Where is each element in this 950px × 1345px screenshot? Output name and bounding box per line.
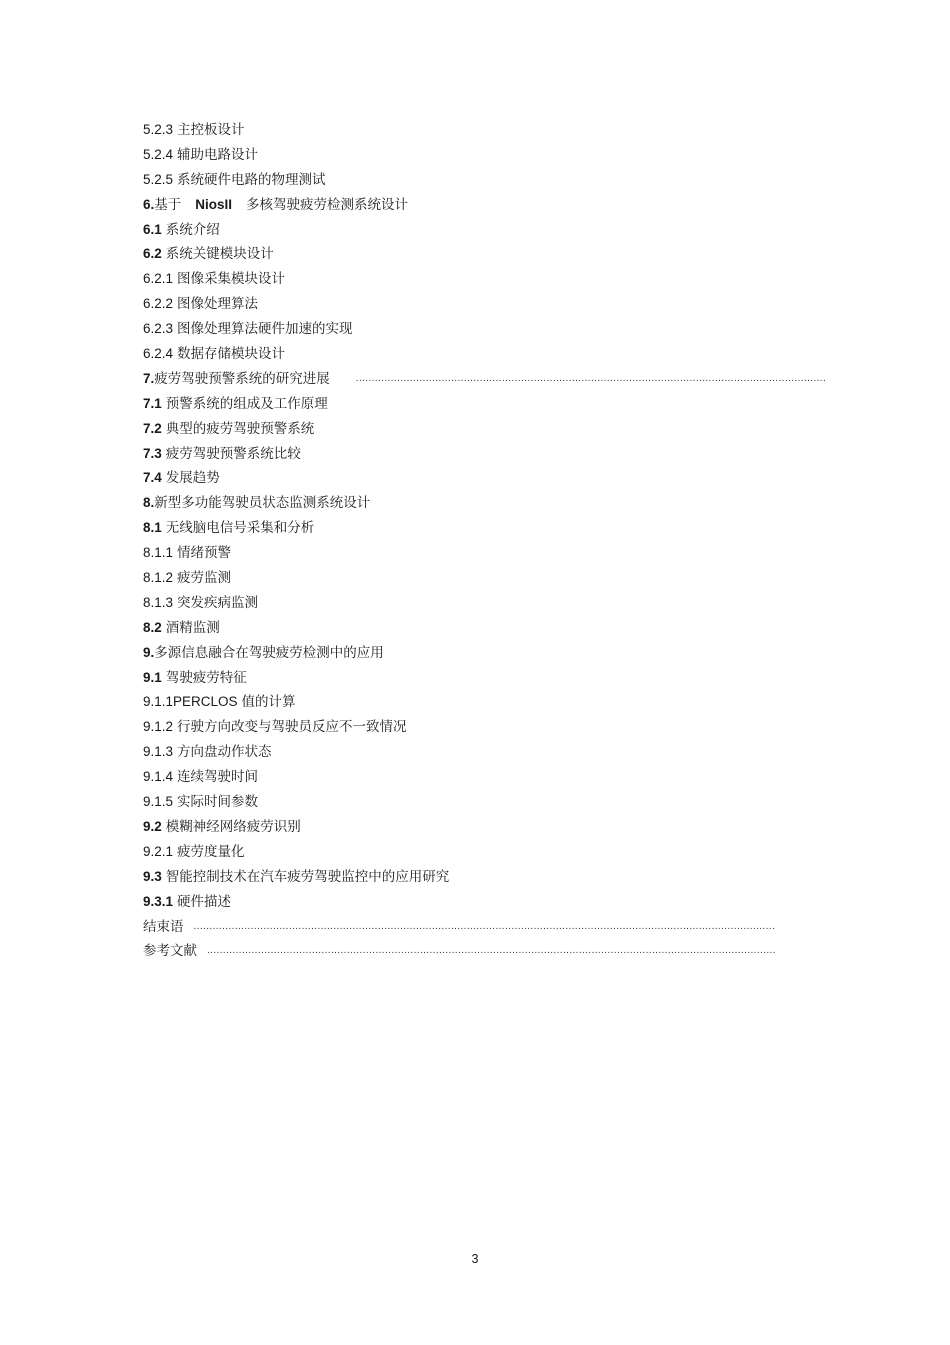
- toc-entry-number: 6.2: [143, 246, 162, 262]
- toc-entry-number: 6.1: [143, 221, 162, 237]
- toc-entry: [143, 765, 867, 790]
- toc-entry-title: 系统关键模块设计: [165, 246, 274, 263]
- toc-entry-title: 系统硬件电路的物理测试: [177, 171, 326, 188]
- toc-entry-number: 6.2.2: [143, 296, 174, 312]
- toc-entry: [143, 641, 867, 666]
- toc-entry-title: 图像处理算法: [177, 296, 259, 313]
- toc-entry-number: 9.3: [143, 868, 162, 884]
- toc-entry: [143, 815, 867, 840]
- toc-entry-title: 疲劳度量化: [177, 843, 245, 860]
- toc-entry-number: 7.4: [143, 470, 162, 486]
- page-number: 3: [471, 1252, 479, 1266]
- toc-entry-title: 驾驶疲劳特征: [165, 669, 247, 686]
- toc-entry-title: 疲劳驾驶预警系统的研究进展: [154, 370, 330, 387]
- toc-entry: [143, 168, 867, 193]
- toc-entry-title: 辅助电路设计: [177, 146, 259, 163]
- toc-entry-title: 图像处理算法硬件加速的实现: [177, 321, 353, 338]
- toc-entry: [143, 292, 867, 317]
- toc-entry-number: 8.1.1: [143, 545, 174, 561]
- toc-entry: [143, 516, 867, 541]
- toc-entry: [143, 740, 867, 765]
- toc-entry-title: 主控板设计: [177, 122, 245, 138]
- toc-entry-title: 方向盘动作状态: [177, 744, 272, 761]
- table-of-contents: [143, 118, 867, 964]
- toc-entry-title: 智能控制技术在汽车疲劳驾驶监控中的应用研究: [165, 868, 450, 885]
- toc-entry-number: 7.1: [143, 395, 162, 411]
- toc-entry: [143, 591, 867, 616]
- toc-entry-title: 疲劳驾驶预警系统比较: [165, 445, 301, 462]
- toc-entry-title: 典型的疲劳驾驶预警系统: [165, 420, 315, 437]
- toc-dot-leader: ....................................................................................................................................................: [355, 372, 827, 384]
- toc-entry: [143, 392, 867, 417]
- toc-entry: [143, 890, 867, 915]
- toc-entry: [143, 242, 867, 267]
- toc-entry: [143, 491, 867, 516]
- toc-entry-number: 9.1.5: [143, 794, 174, 810]
- toc-entry-title: 基于: [154, 196, 182, 213]
- toc-entry-title: 值的计算: [241, 694, 296, 711]
- toc-entry: [143, 865, 867, 890]
- toc-entry-title: 发展趋势: [165, 470, 220, 487]
- toc-entry-number: 9.1.2: [143, 719, 174, 735]
- toc-entry-title: 结束语: [143, 918, 184, 935]
- toc-entry-title: 行驶方向改变与驾驶员反应不一致情况: [177, 719, 407, 736]
- toc-entry-number: 9.1.1PERCLOS: [143, 694, 238, 710]
- toc-entry-title: 实际时间参数: [177, 794, 259, 811]
- toc-entry-number: 6.2.1: [143, 271, 174, 287]
- toc-entry-number: 8.1.2: [143, 570, 174, 586]
- toc-entry-number: 5.2.4: [143, 146, 174, 162]
- toc-entry-title: 图像采集模块设计: [177, 271, 286, 288]
- toc-entry-number: 8.: [143, 495, 155, 511]
- toc-entry-title: 模糊神经网络疲劳识别: [165, 818, 301, 835]
- toc-entry-number: 6.: [143, 196, 155, 212]
- toc-entry-number: 7.: [143, 370, 155, 386]
- toc-entry-number: 7.2: [143, 420, 162, 436]
- toc-entry: [143, 267, 867, 292]
- toc-entry: [143, 218, 867, 243]
- toc-entry-title: 预警系统的组成及工作原理: [165, 395, 328, 412]
- toc-entry: [143, 715, 867, 740]
- toc-entry-number: 8.1.3: [143, 594, 174, 610]
- toc-entry: [143, 417, 867, 442]
- toc-entry: [143, 193, 867, 218]
- toc-entry-number: 9.2.1: [143, 843, 174, 859]
- toc-entry-title: 新型多功能驾驶员状态监测系统设计: [154, 495, 371, 512]
- toc-entry: [143, 915, 867, 940]
- toc-entry: [143, 143, 867, 168]
- toc-entry-title: 疲劳监测: [177, 570, 232, 587]
- toc-entry-number: 8.2: [143, 619, 162, 635]
- toc-entry: [143, 840, 867, 865]
- toc-entry: [143, 666, 867, 691]
- toc-entry-number: 9.2: [143, 818, 162, 834]
- toc-entry: [143, 616, 867, 641]
- toc-entry-title: 系统介绍: [165, 221, 220, 238]
- toc-entry-title: 硬件描述: [177, 893, 232, 910]
- toc-entry: [143, 442, 867, 467]
- toc-entry-title: 酒精监测: [165, 619, 220, 636]
- toc-entry-title: 连续驾驶时间: [177, 769, 259, 786]
- toc-entry-number: 9.: [143, 644, 155, 660]
- toc-entry-title-cont: 多核驾驶疲劳检测系统设计: [246, 196, 409, 213]
- toc-entry-title: 数据存储模块设计: [177, 346, 286, 363]
- toc-dot-leader: ...................................................................................................................................................................................: [207, 945, 776, 957]
- toc-entry-title: 情绪预警: [177, 545, 232, 562]
- toc-entry: [143, 118, 867, 143]
- toc-entry: [143, 541, 867, 566]
- toc-entry: [143, 317, 867, 342]
- toc-entry: [143, 939, 867, 964]
- toc-entry: [143, 690, 867, 715]
- toc-entry-number: 5.2.5: [143, 171, 174, 187]
- toc-entry-title: 多源信息融合在驾驶疲劳检测中的应用: [154, 644, 384, 661]
- toc-entry: [143, 790, 867, 815]
- toc-entry-number: 9.1.4: [143, 769, 174, 785]
- toc-entry-number: 6.2.4: [143, 346, 174, 362]
- toc-dot-leader: .......................................................................................................................................................................................: [193, 920, 776, 932]
- toc-entry-keyword: NiosII: [195, 196, 233, 212]
- toc-entry-number: 9.1: [143, 669, 162, 685]
- toc-entry-title: 无线脑电信号采集和分析: [165, 520, 315, 537]
- toc-entry-number: 7.3: [143, 445, 162, 461]
- toc-entry: [143, 466, 867, 491]
- toc-entry-title: 参考文献: [143, 943, 197, 960]
- toc-entry-number: 9.3.1: [143, 893, 174, 909]
- toc-entry: [143, 342, 867, 367]
- toc-entry: [143, 367, 867, 392]
- toc-entry: [143, 566, 867, 591]
- toc-entry-number: 8.1: [143, 520, 162, 536]
- toc-entry-number: 9.1.3: [143, 744, 174, 760]
- toc-entry-number: 6.2.3: [143, 321, 174, 337]
- toc-entry-number: 5.2.3: [143, 122, 174, 137]
- toc-entry-title: 突发疾病监测: [177, 594, 259, 611]
